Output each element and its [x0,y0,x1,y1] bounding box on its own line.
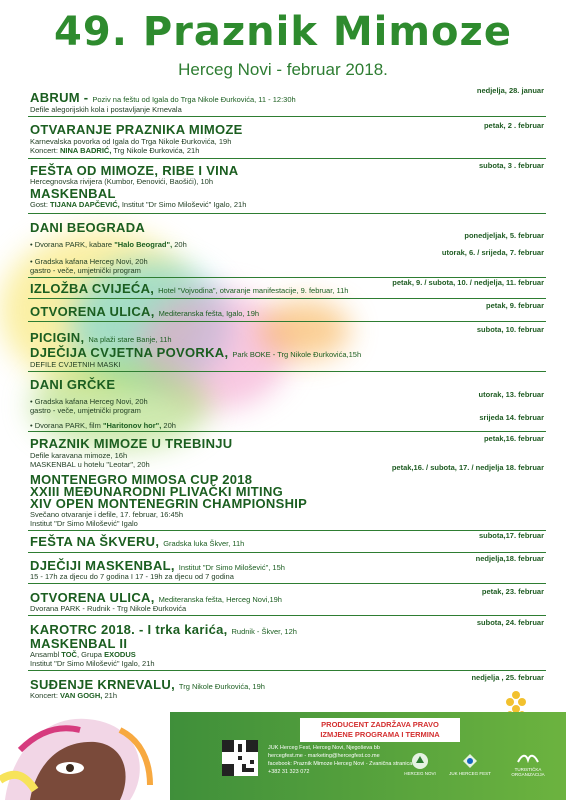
divider [28,298,546,299]
event-date: nedjelja, 28. januar [476,86,544,95]
event-title: PICIGIN, Na plaži stare Banje, 11h [30,330,172,345]
event-date: subota,17. februar [478,531,544,540]
event-date: subota, 3 . februar [478,161,544,170]
divider [28,530,546,531]
divider [28,371,546,372]
event-line: Ansambl TOČ, Grupa EXODUS [30,650,136,659]
divider [28,670,546,671]
event-title: IZLOŽBA CVIJEĆA, Hotel "Vojvodina", otvaranje manifestacije, 9. februar, 11h [30,281,349,296]
divider [28,552,546,553]
divider [28,615,546,616]
event-line: Koncert: NINA BADRIĆ, Trg Nikole Đurkovića, 21h [30,146,200,155]
event-line: gastro - veče, umjetnički program [30,406,141,415]
logo-herceg-novi: HERCEG NOVI [400,752,440,776]
tourist-wave-icon [517,752,539,766]
event-line: Dvorana PARK - Rudnik - Trg Nikole Đurkovića [30,604,187,613]
event-title: OTVORENA ULICA, Mediteranska fešta, Igalo, 19h [30,304,260,319]
herceg-novi-crest-icon [411,752,429,770]
divider [28,213,546,214]
event-line: gastro - veče, umjetnički program [30,266,141,275]
event-date: utorak, 13. februar [478,390,544,399]
logo-herceg-fest: JUK HERCEG FEST [448,752,492,776]
event-line: Gost: TIJANA DAPČEVIĆ, Institut "Dr Simo Milošević" Igalo, 21h [30,200,247,209]
event-date: petak, 9. / subota, 10. / nedjelja, 11. februar [392,278,544,287]
event-line: • Gradska kafana Herceg Novi, 20h [30,257,148,266]
event-line: Hercegnovska rivijera (Kumbor, Đenovići, Baošići), 10h [30,177,213,186]
event-date: ponedjeljak, 5. februar [464,231,544,240]
event-date: subota, 24. februar [476,618,544,627]
event-line: • Gradska kafana Herceg Novi, 20h [30,397,148,406]
event-date: srijeda 14. februar [479,413,544,422]
event-title: ABRUM - Poziv na feštu od Igala do Trga Nikole Đurkovića, 11 - 12:30h [30,90,296,105]
event-date: nedjelja , 25. februar [471,673,544,682]
event-line: Institut "Dr Simo Milošević" Igalo, 21h [30,659,155,668]
event-title: MASKENBAL II [30,636,128,651]
event-title: FEŠTA NA ŠKVERU, Gradska luka Škver, 11h [30,534,245,549]
event-line: Svečano otvaranje i defile, 17. februar, 16:45h [30,510,184,519]
page-title: 49. Praznik Mimoze [54,9,512,55]
event-line: DEFILE CVJETNIH MASKI [30,360,121,369]
divider [28,583,546,584]
qr-code[interactable] [222,740,258,776]
event-line: Defile karavana mimoze, 16h [30,451,128,460]
event-line: • Dvorana PARK, kabare "Halo Beograd", 20h [30,240,187,249]
event-date: utorak, 6. / srijeda, 7. februar [441,248,544,257]
event-title: SUĐENJE KRNEVALU, Trg Nikole Đurkovića, 19h [30,677,265,692]
event-line: • Dvorana PARK, film "Haritonov hor", 20h [30,421,176,430]
divider [28,158,546,159]
event-date: petak, 9. februar [486,301,544,310]
event-line: Karnevalska povorka od Igala do Trga Nikole Đurkovića, 19h [30,137,232,146]
event-date: petak,16. februar [483,434,544,443]
event-title: DANI GRČKE [30,377,116,392]
event-line: Institut "Dr Simo Milošević" Igalo [30,519,138,528]
event-title: MASKENBAL [30,186,116,201]
event-title: XXIII MEĐUNARODNI PLIVAČKI MITING [30,484,284,499]
logo-tourist-org: TURISTIČKA ORGANIZACIJA [500,752,556,777]
divider [28,116,546,117]
event-title: XIV OPEN MONTENEGRIN CHAMPIONSHIP [30,496,308,511]
event-date: subota, 10. februar [476,325,544,334]
event-line: Defile alegorijskih kola i postavljanje Krnevala [30,105,182,114]
event-line: Koncert: VAN GOGH, 21h [30,691,117,700]
event-date: petak, 23. februar [481,587,544,596]
divider [28,431,546,432]
face-illustration [0,690,180,800]
event-title: FEŠTA OD MIMOZE, RIBE I VINA [30,163,239,178]
event-title: OTVARANJE PRAZNIKA MIMOZE [30,122,243,137]
herceg-fest-icon [461,752,479,770]
event-title: DJEČIJI MASKENBAL, Institut "Dr Simo Milošević", 15h [30,558,285,573]
footer-contact-info: JUK Herceg Fest, Herceg Novi, Njegoševa bb hercegfest.me - marketing@hercegfest.co.me facebook: Praznik Mimoze Herceg Novi - Zvanična stranica +382 31 323 072 [268,745,413,775]
event-title: PRAZNIK MIMOZE U TREBINJU [30,436,233,451]
event-line: MASKENBAL u hotelu "Leotar", 20h [30,460,150,469]
event-title: DANI BEOGRADA [30,220,146,235]
page-subtitle: Herceg Novi - februar 2018. [178,60,388,79]
event-date: petak,16. / subota, 17. / nedjelja 18. februar [391,463,544,472]
event-title: KAROTRC 2018. - I trka karića, Rudnik - Škver, 12h [30,622,297,637]
event-title: OTVORENA ULICA, Mediteranska fešta, Herceg Novi,19h [30,590,282,605]
event-date: nedjelja,18. februar [475,554,544,563]
divider [28,321,546,322]
event-date: petak, 2 . februar [483,121,544,130]
producent-notice: PRODUCENT ZADRŽAVA PRAVO IZMJENE PROGRAMA I TERMINA [300,718,460,742]
event-title: MONTENEGRO MIMOSA CUP 2018 [30,472,253,487]
event-title: DJEČIJA CVJETNA POVORKA, Park BOKE - Trg Nikole Đurkovića,15h [30,345,362,360]
event-line: 15 - 17h za djecu do 7 godina I 17 - 19h za djecu od 7 godina [30,572,234,581]
